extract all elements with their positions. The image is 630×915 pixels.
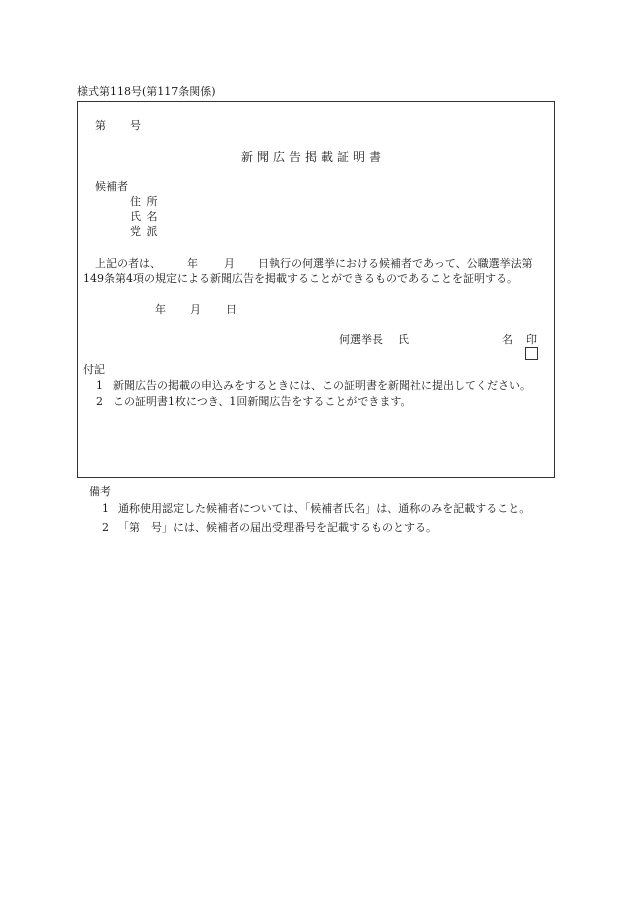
note-2-text: この証明書1枚につき、1回新聞広告をすることができます。 [113,395,412,408]
note-1-num: 1 [96,379,103,392]
candidate-party-label: 党 派 [130,225,159,238]
candidate-address-label: 住 所 [130,195,159,208]
candidate-name-label: 氏 名 [130,210,159,223]
note-2-num: 2 [96,395,103,408]
notes-heading: 付記 [83,363,105,376]
form-id: 様式第118号(第117条関係) [77,85,216,98]
seal-box [525,347,538,360]
signer-title: 何選挙長 [339,333,383,346]
remark-1-num: 1 [102,502,109,515]
body-line2: 149条第4項の規定による新聞広告を掲載することができるものであることを証明する。 [83,272,518,285]
remark-2-text: 「第 号」には、候補者の届出受理番号を記載するものとする。 [118,521,437,534]
remark-2-num: 2 [102,521,109,534]
body-line1-prefix: 上記の者は、 [95,257,161,270]
document-title: 新聞広告掲載証明書 [241,150,386,164]
signer-shi: 氏 [398,333,409,346]
number-label-dai: 第 [95,119,106,132]
body-line1-suffix: 日執行の何選挙における候補者であって、公職選挙法第 [258,257,533,270]
body-line1-tsuki: 月 [224,257,235,270]
date-hi: 日 [226,303,237,316]
signer-mei: 名 [502,333,513,346]
remarks-heading: 備考 [89,485,111,498]
note-1-text: 新聞広告の掲載の申込みをするときには、この証明書を新聞社に提出してください。 [113,379,531,392]
body-line1-nen: 年 [187,257,198,270]
remark-1-text: 通称使用認定した候補者については、「候補者氏名」は、通称のみを記載すること。 [118,502,531,515]
number-label-go: 号 [130,119,141,132]
date-tsuki: 月 [190,303,201,316]
signer-seal-label: 印 [526,333,537,346]
candidate-heading: 候補者 [95,180,128,193]
date-nen: 年 [155,303,166,316]
